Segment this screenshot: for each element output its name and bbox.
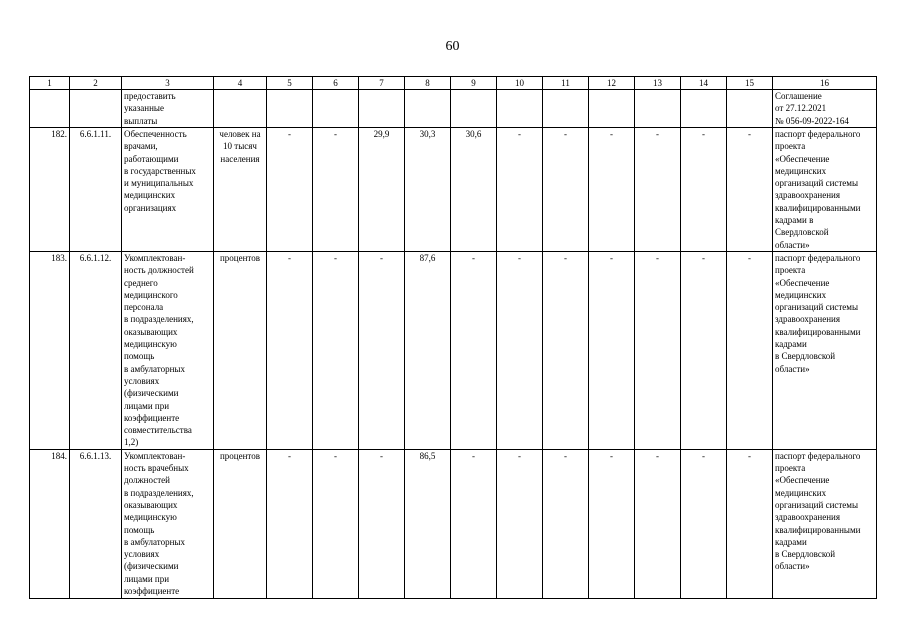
value-cell [451, 90, 497, 128]
value-cell: - [267, 128, 313, 252]
column-header: 3 [122, 77, 214, 90]
indicators-table [29, 76, 877, 599]
value-cell: 30,3 [405, 128, 451, 252]
value-cell: - [635, 251, 681, 449]
value-cell: 30,6 [451, 128, 497, 252]
column-header: 8 [405, 77, 451, 90]
value-cell: 29,9 [359, 128, 405, 252]
indicator-code: 6.6.1.11. [70, 128, 122, 252]
unit-of-measure [214, 90, 267, 128]
indicator-name: Укомплектован- ность врачебных должностей в подразделениях, оказывающих медицинскую помощь в амбулаторных условиях (физическими лицами при коэффициенте [122, 449, 214, 598]
value-cell: - [635, 449, 681, 598]
source-document: паспорт федерального проекта «Обеспечение медицинских организаций системы здравоохранения квалифицированными кадрами в Свердловской области» [773, 251, 877, 449]
row-number: 182. [30, 128, 70, 252]
value-cell: - [543, 449, 589, 598]
indicator-code: 6.6.1.12. [70, 251, 122, 449]
value-cell: - [359, 449, 405, 598]
value-cell [405, 90, 451, 128]
value-cell: - [681, 128, 727, 252]
indicator-code [70, 90, 122, 128]
value-cell: - [543, 251, 589, 449]
row-number [30, 90, 70, 128]
value-cell: - [589, 449, 635, 598]
value-cell: - [267, 251, 313, 449]
value-cell [359, 90, 405, 128]
column-header: 1 [30, 77, 70, 90]
indicator-code: 6.6.1.13. [70, 449, 122, 598]
value-cell: - [727, 449, 773, 598]
column-header: 2 [70, 77, 122, 90]
column-header: 9 [451, 77, 497, 90]
column-number-header-row [30, 77, 877, 90]
column-header: 12 [589, 77, 635, 90]
table-row [30, 449, 877, 598]
source-document: Соглашение от 27.12.2021 № 056-09-2022-164 [773, 90, 877, 128]
value-cell: - [635, 128, 681, 252]
value-cell: 87,6 [405, 251, 451, 449]
value-cell: 86,5 [405, 449, 451, 598]
column-header: 11 [543, 77, 589, 90]
value-cell: - [497, 449, 543, 598]
column-header: 16 [773, 77, 877, 90]
unit-of-measure: процентов [214, 449, 267, 598]
value-cell [681, 90, 727, 128]
column-header: 13 [635, 77, 681, 90]
column-header: 10 [497, 77, 543, 90]
value-cell [497, 90, 543, 128]
value-cell [267, 90, 313, 128]
table-row [30, 90, 877, 128]
value-cell: - [497, 128, 543, 252]
source-document: паспорт федерального проекта «Обеспечение медицинских организаций системы здравоохранения квалифицированными кадрами в Свердловской области» [773, 449, 877, 598]
row-number: 184. [30, 449, 70, 598]
unit-of-measure: процентов [214, 251, 267, 449]
value-cell: - [267, 449, 313, 598]
column-header: 5 [267, 77, 313, 90]
value-cell: - [313, 251, 359, 449]
value-cell: - [727, 251, 773, 449]
value-cell: - [681, 251, 727, 449]
column-header: 14 [681, 77, 727, 90]
page-number: 60 [445, 39, 460, 54]
value-cell [543, 90, 589, 128]
column-header: 7 [359, 77, 405, 90]
value-cell [589, 90, 635, 128]
value-cell: - [497, 251, 543, 449]
value-cell: - [681, 449, 727, 598]
indicator-name: Обеспеченность врачами, работающими в государственных и муниципальных медицинских организациях [122, 128, 214, 252]
value-cell: - [727, 128, 773, 252]
value-cell: - [313, 128, 359, 252]
source-document: паспорт федерального проекта «Обеспечение медицинских организаций системы здравоохранения квалифицированными кадрами в Свердловской области» [773, 128, 877, 252]
indicator-name: предоставить указанные выплаты [122, 90, 214, 128]
value-cell: - [313, 449, 359, 598]
column-header: 15 [727, 77, 773, 90]
value-cell: - [589, 251, 635, 449]
table-row [30, 251, 877, 449]
column-header: 6 [313, 77, 359, 90]
value-cell: - [451, 449, 497, 598]
value-cell: - [451, 251, 497, 449]
value-cell: - [359, 251, 405, 449]
value-cell [635, 90, 681, 128]
value-cell [313, 90, 359, 128]
indicator-name: Укомплектован- ность должностей среднего медицинского персонала в подразделениях, оказывающих медицинскую помощь в амбулаторных условиях (физическими лицами при коэффициенте совместительства 1,2) [122, 251, 214, 449]
unit-of-measure: человек на 10 тысяч населения [214, 128, 267, 252]
column-header: 4 [214, 77, 267, 90]
value-cell [727, 90, 773, 128]
value-cell: - [589, 128, 635, 252]
row-number: 183. [30, 251, 70, 449]
table-row [30, 128, 877, 252]
value-cell: - [543, 128, 589, 252]
